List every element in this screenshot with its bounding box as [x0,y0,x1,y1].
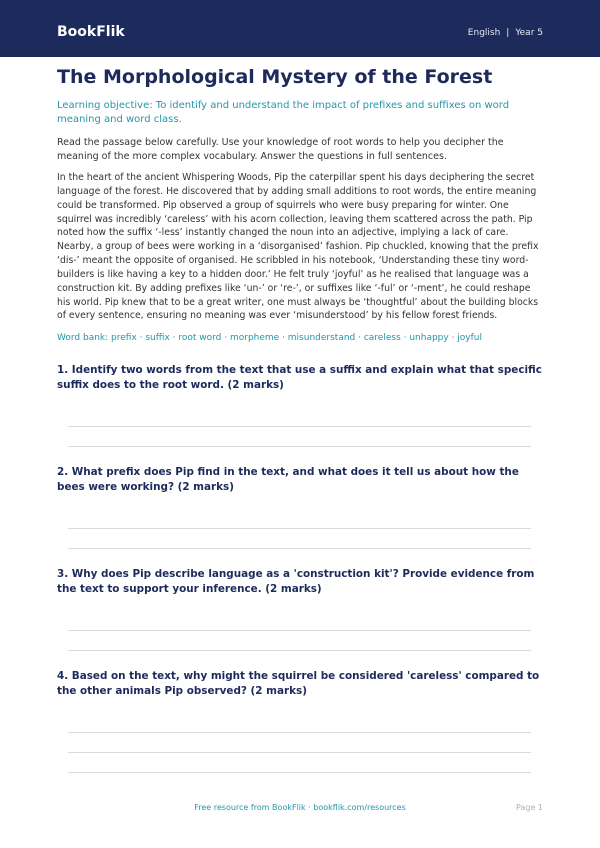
header-bar [0,0,600,57]
answer-line[interactable] [68,426,531,427]
page-number: Page 1 [516,803,543,812]
reading-passage: In the heart of the ancient Whispering Woods, Pip the caterpillar spent his days deciphering the secret language of the forest. He discovered that by adding small additions to root words, the entire meaning could be transformed. Pip observed a group of squirrels who were busy preparing for winter. One squirrel was incredibly ‘careless’ with his acorn collection, leaving them scattered across the path. Pip noted how the suffix ‘-less’ instantly changed the noun into an adjective, implying a lack of care. Nearby, a group of bees were working in a ‘disorganised’ fashion. Pip chuckled, knowing that the prefix ‘dis-’ meant the opposite of organised. He scribbled in his notebook, ‘Understanding these tiny word-builders is like having a key to a hidden door.’ He felt truly ‘joyful’ as he realised that language was a construction kit. By adding prefixes like ‘un-’ or ‘re-’, or suffixes like ‘-ful’ or ‘-ment’, he could reshape his world. Pip knew that to be a great writer, one must always be ‘thoughtful’ about the building blocks of every sentence, ensuring no meaning was ever ‘misunderstood’ by his fellow forest friends. [57,172,539,322]
question-4: 4. Based on the text, why might the squirrel be considered 'careless' compared to the other animals Pip observed? (2 marks) [57,670,540,697]
word-bank: Word bank: prefix · suffix · root word · morpheme · misunderstand · careless · unhappy · joyful [57,333,483,343]
answer-line[interactable] [68,630,531,631]
answer-line[interactable] [68,548,531,549]
question-1: 1. Identify two words from the text that use a suffix and explain what that specific suffix does to the root word. (2 marks) [57,364,542,391]
footer-link[interactable]: Free resource from BookFlik · bookflik.com/resources [194,803,406,812]
question-2: 2. What prefix does Pip find in the text, and what does it tell us about how the bees were working? (2 marks) [57,466,519,493]
header-separator: | [506,28,510,38]
learning-objective: Learning objective: To identify and understand the impact of prefixes and suffixes on word meaning and word class. [57,100,510,125]
answer-line[interactable] [68,772,531,773]
answer-line[interactable] [68,752,531,753]
instructions: Read the passage below carefully. Use your knowledge of root words to help you decipher the meaning of the more complex vocabulary. Answer the questions in full sentences. [57,137,504,162]
answer-line[interactable] [68,732,531,733]
header-meta [468,26,543,40]
answer-line[interactable] [68,446,531,447]
year-label: Year 5 [515,28,543,38]
page-title: The Morphological Mystery of the Forest [57,66,493,88]
subject-label: English [467,28,501,38]
question-3: 3. Why does Pip describe language as a 'construction kit'? Provide evidence from the text to support your inference. (2 marks) [57,568,535,595]
brand-logo: BookFlik [57,24,125,40]
answer-line[interactable] [68,528,531,529]
answer-line[interactable] [68,650,531,651]
